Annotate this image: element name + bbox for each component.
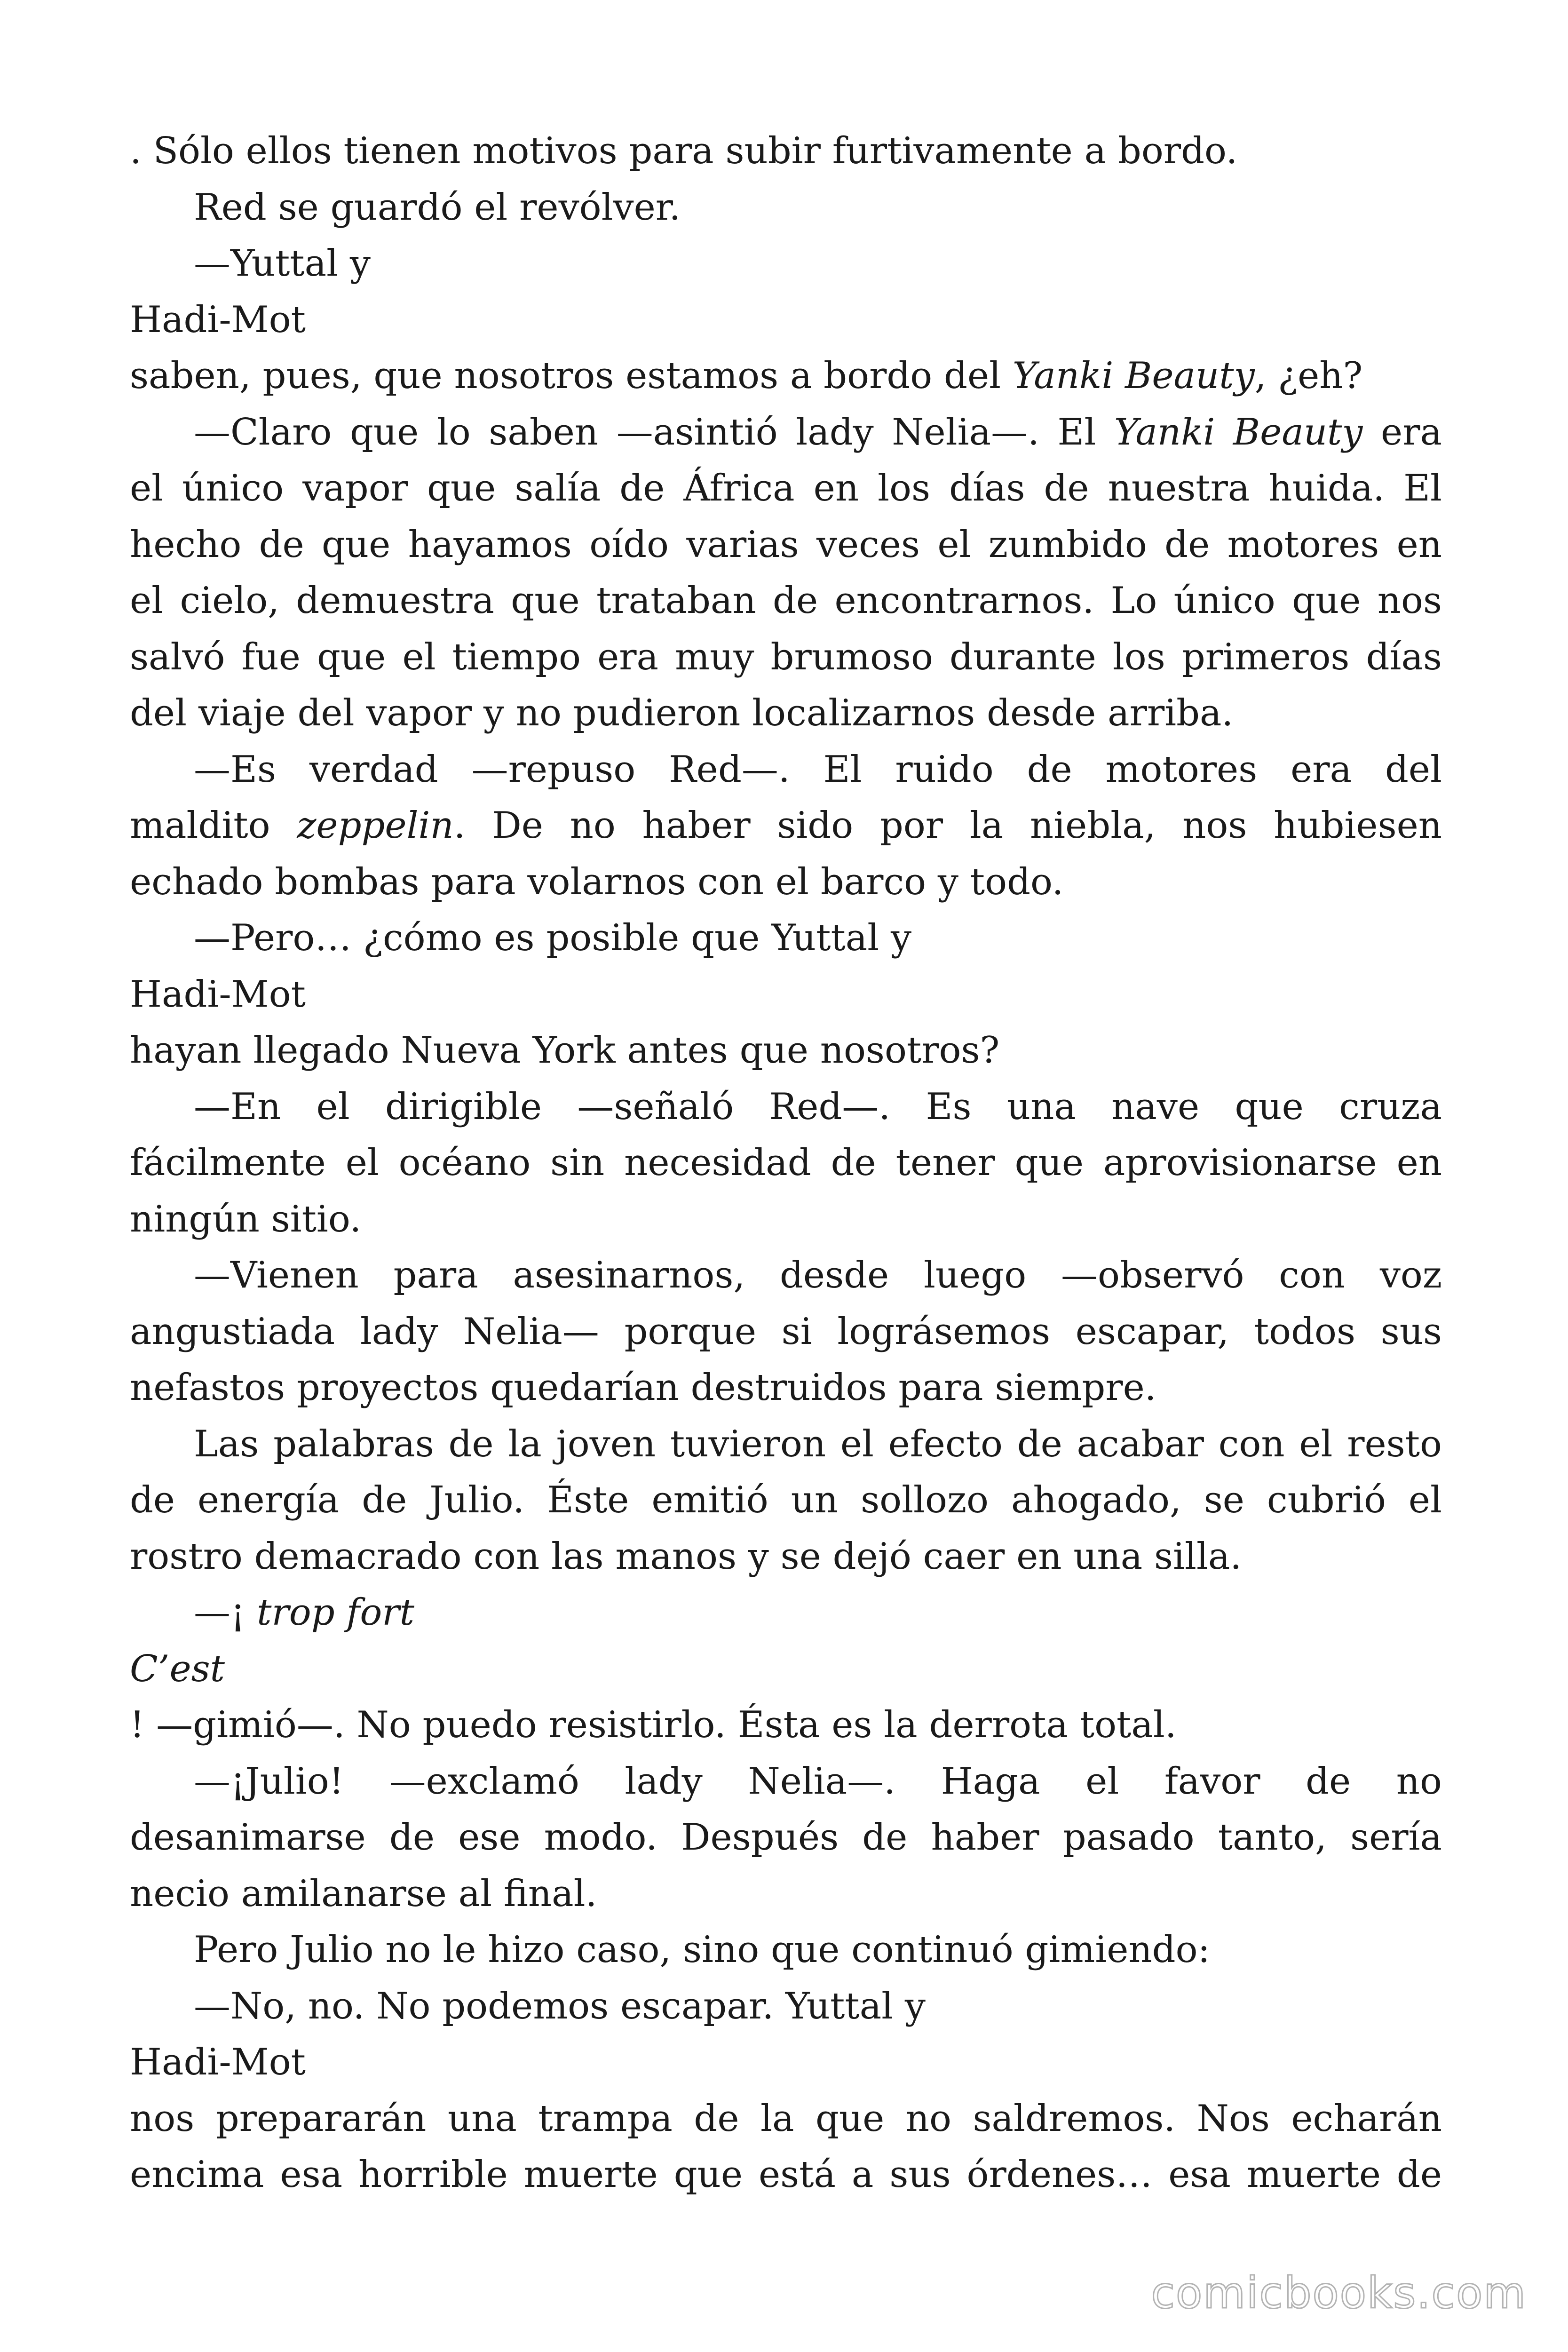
text-line: rostro demacrado con las manos y se dejó caer en una silla. bbox=[130, 1535, 1242, 1578]
text-line: nefastos proyectos quedarían destruidos para siempre. bbox=[130, 1367, 1156, 1409]
text-line: Hadi-Mot bbox=[130, 973, 306, 1016]
text-line: —Es verdad —repuso Red—. El ruido de motores era del bbox=[194, 748, 1442, 791]
text-run: maldito bbox=[130, 804, 297, 847]
text-line: nos prepararán una trampa de la que no saldremos. Nos echarán bbox=[130, 2097, 1442, 2140]
text-run: —Claro que lo saben —asintió lady Nelia—. El bbox=[194, 411, 1114, 453]
text-line bbox=[130, 348, 1442, 405]
text-line: Pero Julio no le hizo caso, sino que continuó gimiendo: bbox=[194, 1929, 1210, 1971]
text-line: desanimarse de ese modo. Después de haber pasado tanto, sería bbox=[130, 1816, 1442, 1859]
text-run: saben, pues, que nosotros estamos a bordo del bbox=[130, 355, 1013, 397]
text-line: de energía de Julio. Éste emitió un sollozo ahogado, se cubrió el bbox=[130, 1479, 1442, 1521]
text-line: Hadi-Mot bbox=[130, 2041, 306, 2083]
text-run: , ¿eh? bbox=[1254, 355, 1363, 397]
text-line: —Pero… ¿cómo es posible que Yuttal y bbox=[194, 917, 912, 959]
french-phrase: C’est bbox=[130, 1647, 225, 1690]
text-line: —No, no. No podemos escapar. Yuttal y bbox=[194, 1985, 926, 2027]
text-run: —¡ bbox=[194, 1591, 257, 1634]
text-line: el cielo, demuestra que trataban de encontrarnos. Lo único que nos bbox=[130, 580, 1442, 622]
text-line: Red se guardó el revólver. bbox=[194, 186, 681, 229]
text-line: necio amilanarse al final. bbox=[130, 1872, 597, 1915]
text-line: Hadi-Mot bbox=[130, 298, 306, 341]
page-text bbox=[130, 123, 1442, 2203]
text-line bbox=[130, 1585, 1442, 1641]
text-line bbox=[130, 798, 1442, 854]
text-line bbox=[130, 1641, 1442, 1698]
text-line: angustiada lady Nelia— porque si lográsemos escapar, todos sus bbox=[130, 1310, 1442, 1353]
text-line: del viaje del vapor y no pudieron localizarnos desde arriba. bbox=[130, 692, 1234, 734]
text-line: —¡Julio! —exclamó lady Nelia—. Haga el favor de no bbox=[194, 1760, 1442, 1803]
text-line: echado bombas para volarnos con el barco y todo. bbox=[130, 860, 1064, 903]
text-line: —Yuttal y bbox=[194, 242, 371, 285]
text-line: el único vapor que salía de África en los días de nuestra huida. El bbox=[130, 467, 1442, 509]
italic-word: zeppelin bbox=[297, 804, 454, 847]
text-line: ningún sitio. bbox=[130, 1198, 362, 1240]
text-line: encima esa horrible muerte que está a sus órdenes… esa muerte de bbox=[130, 2153, 1442, 2196]
text-line: fácilmente el océano sin necesidad de tener que aprovisionarse en bbox=[130, 1142, 1442, 1184]
french-phrase: trop fort bbox=[257, 1591, 414, 1634]
text-run: . De no haber sido por la niebla, nos hubiesen bbox=[453, 804, 1442, 847]
text-line: —En el dirigible —señaló Red—. Es una nave que cruza bbox=[194, 1085, 1442, 1128]
text-run: era bbox=[1362, 411, 1442, 453]
text-line bbox=[130, 405, 1442, 461]
watermark-logo: comicbooks.com bbox=[1151, 2268, 1527, 2318]
ship-name: Yanki Beauty bbox=[1012, 355, 1255, 397]
ship-name: Yanki Beauty bbox=[1114, 411, 1363, 453]
text-line: hecho de que hayamos oído varias veces el zumbido de motores en bbox=[130, 523, 1442, 566]
text-line: Las palabras de la joven tuvieron el efecto de acabar con el resto bbox=[194, 1422, 1442, 1465]
text-line: salvó fue que el tiempo era muy brumoso durante los primeros días bbox=[130, 636, 1442, 678]
text-line: . Sólo ellos tienen motivos para subir furtivamente a bordo. bbox=[130, 130, 1238, 172]
text-line: hayan llegado Nueva York antes que nosotros? bbox=[130, 1029, 1000, 1072]
text-line: ! —gimió—. No puedo resistirlo. Ésta es la derrota total. bbox=[130, 1704, 1177, 1746]
text-line: —Vienen para asesinarnos, desde luego —observó con voz bbox=[194, 1254, 1442, 1296]
